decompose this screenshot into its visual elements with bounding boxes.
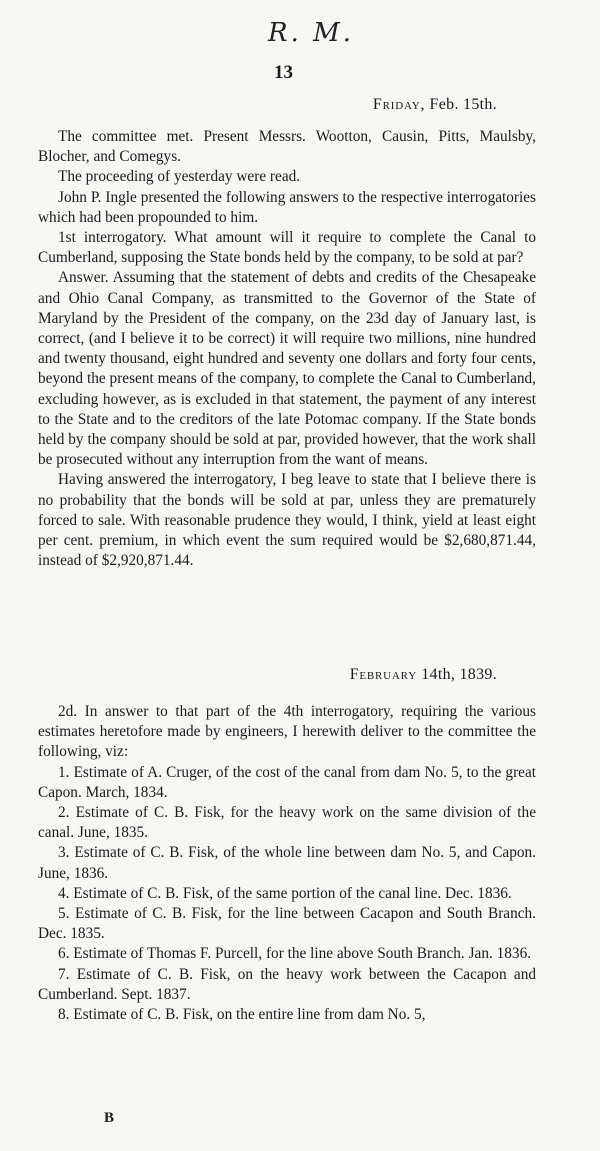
handwritten-annotation: R. M. <box>268 18 354 48</box>
date-month: February <box>349 666 417 683</box>
list-item: 6. Estimate of Thomas F. Purcell, for the line above South Branch. Jan. 1836. <box>58 945 532 963</box>
page-number: 13 <box>274 62 293 83</box>
date-day: Friday, <box>372 96 426 113</box>
paragraph-answer: Answer. Assuming that the statement of debts and credits of the Chesapeake and Ohio Canal Company, as transmitted to the Governor of the State of Maryland by the President of the company, on the 23d day of January last, is correct, (and I believe it to be correct) it will require two millions, nine hundred and twenty thousand, eight hundred and seventy one dollars and forty four cents, beyond the present means of the company, to complete the Canal to Cumberland, excluding however, as is excluded in that statement, the payment of any interest to the State and to the creditors of the late Potomac company. If the State bonds held by the company should be sold at par, provided however, that the work shall be prosecuted without any interruption from the want of means. <box>38 269 536 469</box>
paragraph-ingle: John P. Ingle presented the following answers to the respective interrogatories which had been propounded to him. <box>38 188 536 226</box>
paragraph-interrogatory: 1st interrogatory. What amount will it require to complete the Canal to Cumberland, supposing the State bonds held by the company, to be sold at par? <box>38 229 536 267</box>
paragraph-remarks: Having answered the interrogatory, I beg leave to state that I believe there is no probability that the bonds will be sold at par, unless they are prematurely forced to sale. With reasonable prudence they would, I think, yield at least eight per cent. premium, in which event the sum required would be $2,680,871.44, instead of $2,920,871.44. <box>38 471 536 570</box>
list-item: 7. Estimate of C. B. Fisk, on the heavy work between the Cacapon and Cumberland. Sept. 1837. <box>38 965 536 1003</box>
list-item: 1. Estimate of A. Cruger, of the cost of the canal from dam No. 5, to the great Capon. March, 1834. <box>38 763 536 801</box>
paragraph-estimates-intro: 2d. In answer to that part of the 4th interrogatory, requiring the various estimates heretofore made by engineers, I herewith deliver to the committee the following, viz: <box>38 703 536 761</box>
date-heading-february <box>350 666 497 684</box>
list-item: 8. Estimate of C. B. Fisk, on the entire line from dam No. 5, <box>58 1006 426 1024</box>
list-item: 2. Estimate of C. B. Fisk, for the heavy work on the same division of the canal. June, 1835. <box>38 804 536 842</box>
paragraph-proceeding: The proceeding of yesterday were read. <box>58 168 301 186</box>
date-rest-2: 14th, 1839. <box>416 666 497 683</box>
date-heading-friday <box>373 96 497 114</box>
list-item: 4. Estimate of C. B. Fisk, of the same portion of the canal line. Dec. 1836. <box>58 884 512 902</box>
estimates-section <box>38 702 536 1025</box>
list-item: 5. Estimate of C. B. Fisk, for the line between Cacapon and South Branch. Dec. 1835. <box>38 905 536 943</box>
signature-mark: B <box>104 1110 115 1126</box>
date-rest: Feb. 15th. <box>425 96 497 113</box>
minutes-section <box>38 127 536 571</box>
paragraph-committee-met: The committee met. Present Messrs. Wootton, Causin, Pitts, Maulsby, Blocher, and Comegys. <box>38 128 536 166</box>
list-item: 3. Estimate of C. B. Fisk, of the whole line between dam No. 5, and Capon. June, 1836. <box>38 844 536 882</box>
